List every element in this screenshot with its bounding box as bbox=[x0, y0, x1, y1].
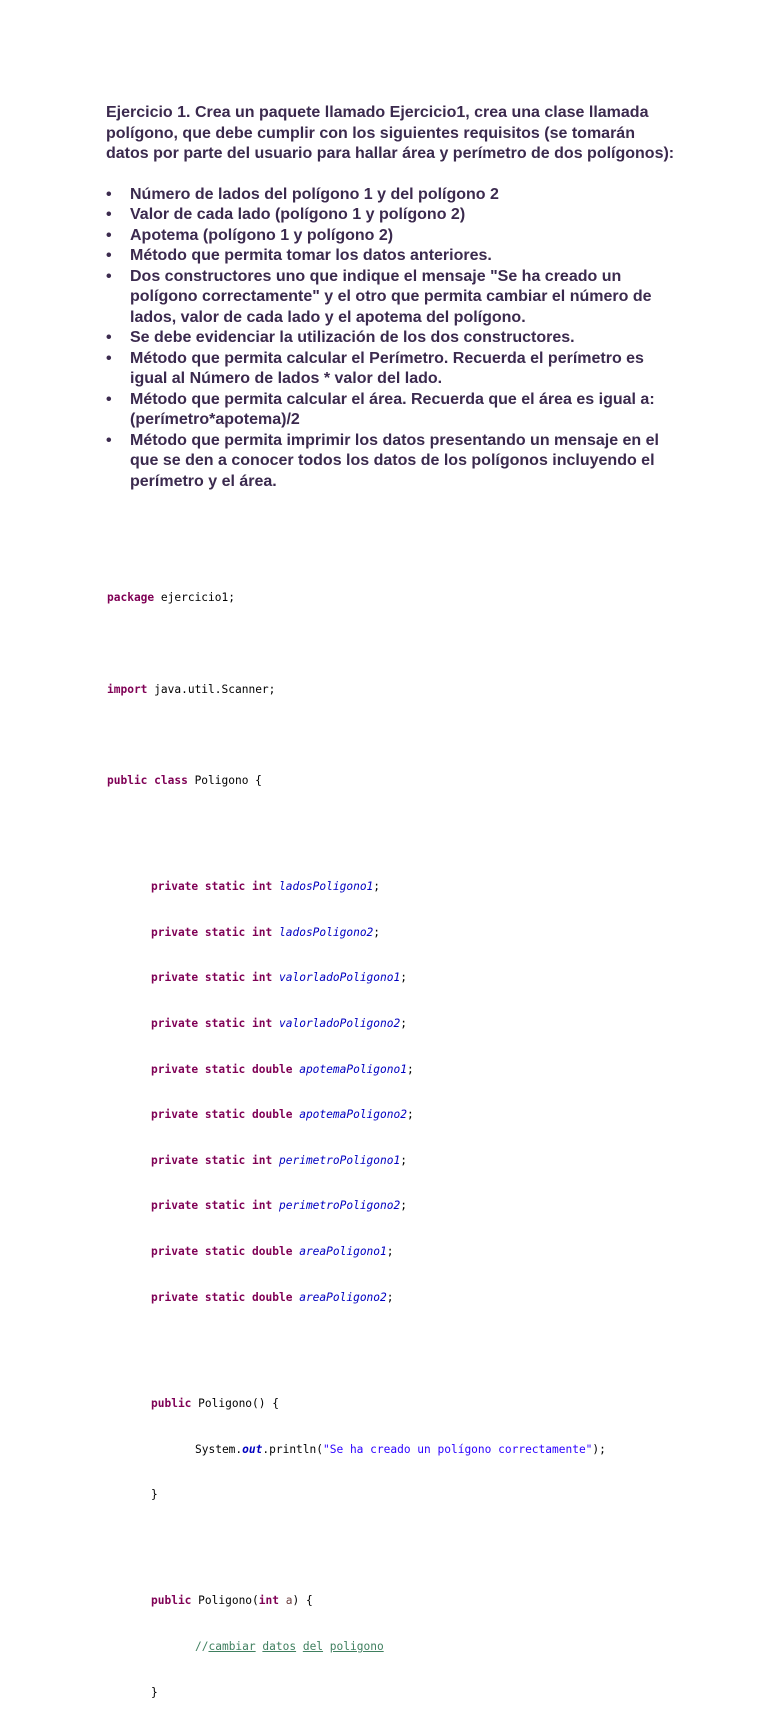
comment-word: del bbox=[302, 1640, 324, 1654]
requirement-text: Número de lados del polígono 1 y del polígono 2 bbox=[130, 185, 499, 203]
field-declaration bbox=[107, 1107, 606, 1122]
bullet-icon: • bbox=[106, 431, 112, 449]
class-keyword: public class bbox=[107, 773, 188, 787]
field-name: perimetroPoligono2 bbox=[279, 1199, 401, 1213]
code-comment bbox=[107, 1639, 606, 1654]
import-name: java.util.Scanner; bbox=[147, 682, 276, 696]
exercise-heading: Ejercicio 1. Crea un paquete llamado Ejercicio1, crea una clase llamada polígono, que debe cumplir con los siguientes requisitos (se tomarán datos por parte del usuario para hallar área y perímetro de dos polígonos): bbox=[106, 104, 675, 162]
semicolon: ; bbox=[386, 1290, 394, 1304]
field-name: valorladoPoligono1 bbox=[279, 971, 401, 985]
field-name: apotemaPoligono2 bbox=[299, 1108, 407, 1122]
semicolon: ; bbox=[406, 1062, 414, 1076]
println-call: .println( bbox=[262, 1442, 323, 1456]
public-keyword: public bbox=[151, 1594, 192, 1608]
field-declaration bbox=[107, 1290, 606, 1305]
field-declaration bbox=[107, 970, 606, 985]
bullet-icon: • bbox=[106, 329, 112, 346]
comment-word: datos bbox=[262, 1640, 297, 1654]
bullet-icon: • bbox=[106, 185, 112, 203]
println-statement bbox=[107, 1442, 606, 1457]
field-modifiers: private static double bbox=[151, 1062, 293, 1076]
class-name: Poligono { bbox=[187, 773, 262, 787]
comment-word: poligono bbox=[329, 1640, 384, 1654]
list-item bbox=[106, 431, 676, 493]
requirement-text: Apotema (polígono 1 y polígono 2) bbox=[130, 226, 394, 244]
list-item bbox=[106, 246, 676, 267]
constructor-name: Poligono( bbox=[191, 1594, 259, 1608]
requirement-text: Valor de cada lado (polígono 1 y polígono 2) bbox=[130, 206, 466, 223]
field-declaration bbox=[107, 1153, 606, 1168]
field-modifiers: private static int bbox=[151, 880, 273, 894]
semicolon: ; bbox=[373, 880, 381, 894]
constructor-1-signature bbox=[107, 1396, 606, 1411]
package-name: ejercicio1; bbox=[154, 591, 235, 605]
requirement-text: Se debe evidenciar la utilización de los dos constructores. bbox=[130, 329, 575, 346]
bullet-icon: • bbox=[106, 390, 112, 408]
requirement-text: Método que permita imprimir los datos presentando un mensaje en el que se den a conocer todos los datos de los polígonos incluyendo el perímetro y el área. bbox=[130, 431, 659, 490]
field-modifiers: private static int bbox=[151, 925, 273, 939]
requirement-text: Método que permita calcular el área. Recuerda que el área es igual a: (perímetro*apotema)/2 bbox=[130, 390, 655, 428]
constructor-sig-end: ) { bbox=[292, 1594, 313, 1608]
bullet-icon: • bbox=[106, 206, 112, 223]
import-line bbox=[107, 682, 606, 697]
bullet-icon: • bbox=[106, 226, 112, 244]
list-item bbox=[106, 349, 676, 390]
field-modifiers: private static int bbox=[151, 1016, 273, 1030]
system-ref: System. bbox=[195, 1442, 243, 1456]
list-item bbox=[106, 205, 676, 226]
field-name: areaPoligono1 bbox=[299, 1244, 387, 1258]
constructor-2-signature bbox=[107, 1593, 606, 1608]
field-modifiers: private static double bbox=[151, 1290, 293, 1304]
code-block bbox=[107, 560, 606, 1715]
requirement-text: Método que permita calcular el Perímetro. Recuerda el perímetro es igual al Número de lados * valor del lado. bbox=[130, 349, 644, 387]
list-item bbox=[106, 185, 676, 206]
semicolon: ; bbox=[400, 1199, 407, 1213]
field-name: apotemaPoligono1 bbox=[299, 1062, 407, 1076]
exercise-section bbox=[106, 103, 676, 492]
bullet-icon: • bbox=[106, 267, 112, 285]
list-item bbox=[106, 267, 676, 329]
println-end: ); bbox=[592, 1442, 606, 1456]
requirement-text: Método que permita tomar los datos anteriores. bbox=[130, 247, 492, 264]
field-modifiers: private static int bbox=[151, 1153, 273, 1167]
public-keyword: public bbox=[151, 1396, 192, 1410]
package-keyword: package bbox=[107, 591, 155, 605]
list-item bbox=[106, 390, 676, 431]
semicolon: ; bbox=[400, 971, 407, 985]
field-declaration bbox=[107, 1198, 606, 1213]
semicolon: ; bbox=[373, 925, 381, 939]
bullet-icon: • bbox=[106, 349, 112, 367]
requirements-list bbox=[106, 185, 676, 493]
class-declaration bbox=[107, 773, 606, 788]
field-name: perimetroPoligono1 bbox=[279, 1153, 401, 1167]
field-name: valorladoPoligono2 bbox=[279, 1016, 401, 1030]
out-field: out bbox=[242, 1442, 263, 1456]
semicolon: ; bbox=[406, 1108, 414, 1122]
constructor-signature: Poligono() { bbox=[191, 1396, 279, 1410]
field-declaration bbox=[107, 1244, 606, 1259]
field-modifiers: private static int bbox=[151, 1199, 273, 1213]
list-item bbox=[106, 226, 676, 247]
closing-brace: } bbox=[151, 1488, 158, 1502]
requirement-text: Dos constructores uno que indique el mensaje "Se ha creado un polígono correctamente" y el otro que permita cambiar el número de lados, valor de cada lado y el apotema del polígono. bbox=[130, 267, 652, 326]
string-literal: "Se ha creado un polígono correctamente" bbox=[323, 1442, 593, 1456]
package-line bbox=[107, 590, 606, 605]
field-name: ladosPoligono1 bbox=[279, 880, 374, 894]
int-keyword: int bbox=[258, 1594, 279, 1608]
import-keyword: import bbox=[107, 682, 148, 696]
field-name: areaPoligono2 bbox=[299, 1290, 387, 1304]
field-declaration bbox=[107, 1062, 606, 1077]
field-modifiers: private static int bbox=[151, 971, 273, 985]
list-item bbox=[106, 328, 676, 349]
comment-slashes: // bbox=[195, 1640, 209, 1654]
semicolon: ; bbox=[400, 1153, 407, 1167]
semicolon: ; bbox=[400, 1016, 407, 1030]
field-name: ladosPoligono2 bbox=[279, 925, 374, 939]
param-name: a bbox=[279, 1594, 293, 1608]
comment-word: cambiar bbox=[208, 1640, 256, 1654]
closing-brace: } bbox=[151, 1685, 158, 1699]
field-declaration bbox=[107, 879, 606, 894]
bullet-icon: • bbox=[106, 247, 112, 264]
field-declaration bbox=[107, 925, 606, 940]
semicolon: ; bbox=[386, 1244, 394, 1258]
field-modifiers: private static double bbox=[151, 1108, 293, 1122]
field-modifiers: private static double bbox=[151, 1244, 293, 1258]
